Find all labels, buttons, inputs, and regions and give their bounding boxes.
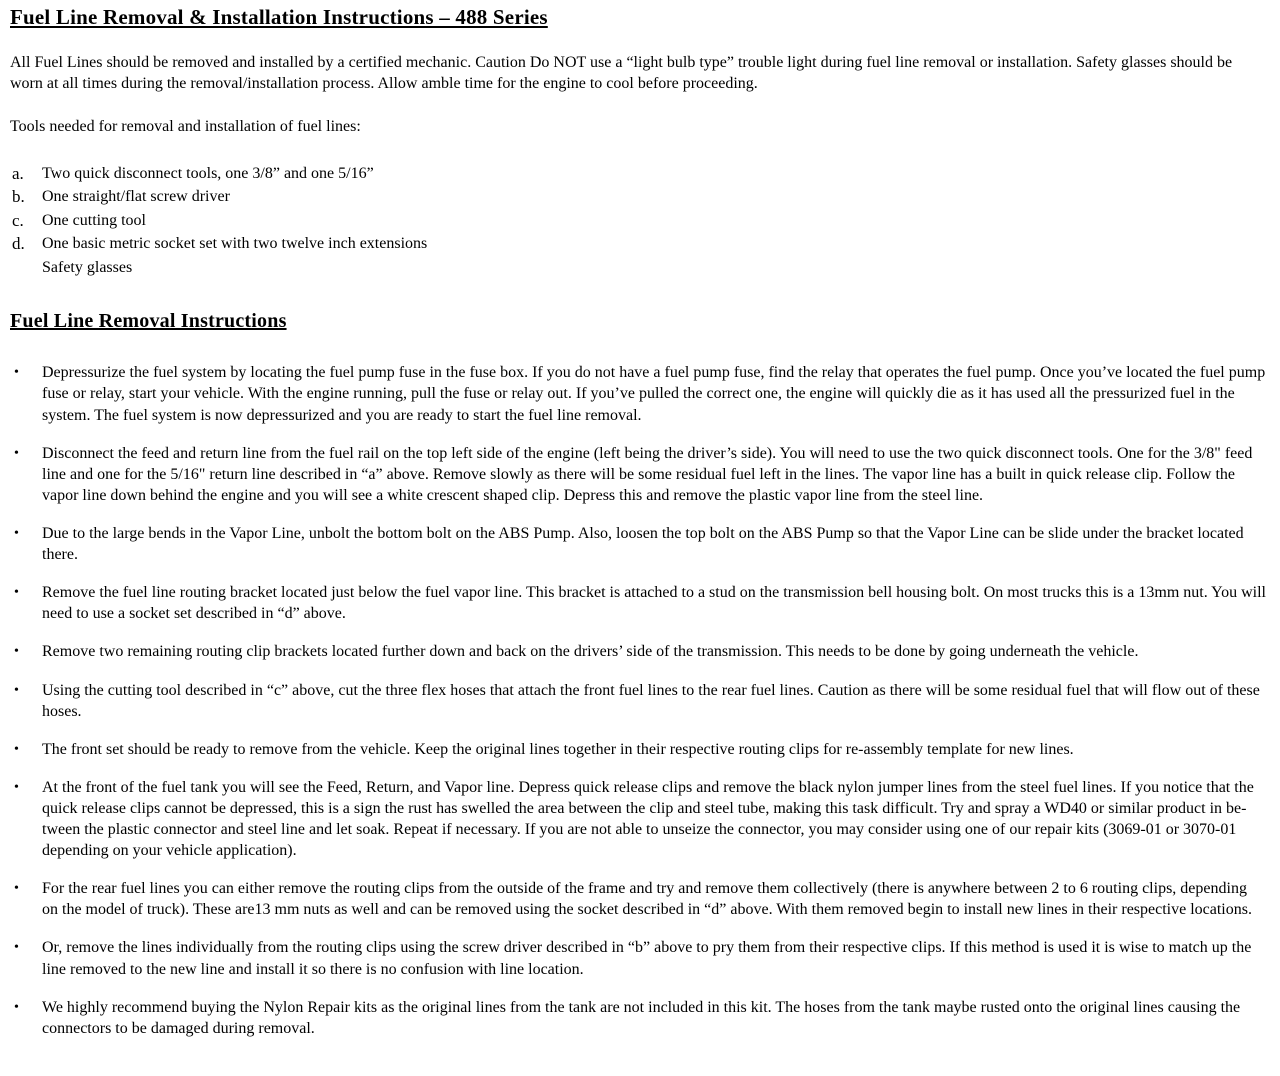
instruction-bullet bbox=[10, 582, 1266, 624]
tool-item bbox=[10, 163, 1266, 185]
instruction-bullet bbox=[10, 777, 1266, 861]
tool-item bbox=[10, 186, 1266, 208]
tool-item-marker: d. bbox=[12, 234, 25, 254]
instructions-list bbox=[10, 362, 1266, 1039]
instruction-text: Due to the large bends in the Vapor Line, unbolt the bottom bolt on the ABS Pump. Also, loosen the top bolt on the ABS Pump so that the Vapor Line can be slide under the bracket located there. bbox=[42, 524, 1244, 564]
intro-paragraph: All Fuel Lines should be removed and installed by a certified mechanic. Caution Do NOT use a “light bulb type” trouble light during fuel line removal or installation. Safety glasses should be worn at all times during the removal/installation process. Allow amble time for the engine to cool before proceeding. bbox=[10, 53, 1233, 92]
instruction-text: Depressurize the fuel system by locating the fuel pump fuse in the fuse box. If you do not have a fuel pump fuse, find the relay that operates the fuel pump. Once you’ve located the fuel pump fuse or relay, start your vehicle. With the engine running, pull the fuse or relay out. If you’ve pulled the correct one, the engine will quickly die as it has used all the pressurized fuel in the system. The fuel system is now depressurized and you are ready to start the fuel line removal. bbox=[42, 364, 1266, 424]
bullet-icon: • bbox=[14, 445, 19, 461]
tool-item-marker: c. bbox=[12, 210, 24, 230]
instruction-bullet bbox=[10, 937, 1266, 979]
instruction-bullet bbox=[10, 878, 1266, 920]
tools-safety-note: Safety glasses bbox=[42, 258, 133, 276]
bullet-icon: • bbox=[14, 741, 19, 757]
tool-item-marker: a. bbox=[12, 164, 24, 184]
tool-item-text: One straight/flat screw driver bbox=[42, 188, 230, 206]
tool-item-marker: b. bbox=[12, 187, 25, 207]
bullet-icon: • bbox=[14, 585, 19, 601]
tool-item-text: Two quick disconnect tools, one 3/8” and one 5/16” bbox=[42, 165, 374, 183]
section-heading: Fuel Line Removal Instructions bbox=[10, 309, 287, 332]
bullet-icon: • bbox=[14, 881, 19, 897]
bullet-icon: • bbox=[14, 365, 19, 381]
instruction-bullet bbox=[10, 443, 1266, 506]
instruction-text: Or, remove the lines individually from the routing clips using the screw driver described in “b” above to pry them from their respective clips. If this method is used it is wise to match up the line removed to the new line and install it so there is no confusion with line location. bbox=[42, 939, 1252, 978]
instruction-text: At the front of the fuel tank you will see the Feed, Return, and Vapor line. Depress quick release clips and remove the black nylon jumper lines from the steel fuel lines. If you notice that the quick release clips cannot be depressed, this is a sign the rust has swelled the area between the clip and steel tube, making this task difficult. Try and spray a WD40 or similar product in be-tween the plastic connector and steel line and let soak. Repeat if necessary. If you are not able to unseize the connector, you may consider using one of our repair kits (3069-01 or 3070-01 depending on your vehicle application). bbox=[42, 778, 1254, 860]
instruction-text: We highly recommend buying the Nylon Repair kits as the original lines from the tank are not included in this kit. The hoses from the tank maybe rusted onto the original lines causing the connectors to be damaged during removal. bbox=[42, 998, 1241, 1037]
instruction-text: Remove two remaining routing clip brackets located further down and back on the drivers’ side of the transmission. This needs to be done by going underneath the vehicle. bbox=[42, 643, 1139, 661]
instruction-text: For the rear fuel lines you can either remove the routing clips from the outside of the frame and try and remove them collectively (there is anywhere between 2 to 6 routing clips, depending on the model of truck). These are13 mm nuts as well and can be removed using the socket described in “d” above. With them removed begin to install new lines in their respective locations. bbox=[42, 880, 1252, 919]
instruction-text: The front set should be ready to remove from the vehicle. Keep the original lines together in their respective routing clips for re-assembly template for new lines. bbox=[42, 740, 1074, 758]
instruction-text: Disconnect the feed and return line from the fuel rail on the top left side of the engine (left being the driver’s side). You will need to use the two quick disconnect tools. One for the 3/8" feed line and one for the 5/16" return line described in “a” above. Remove slowly as there will be some residual fuel left in the lines. The vapor line has a built in quick release clip. Follow the vapor line down behind the engine and you will see a white crescent shaped clip. Depress this and remove the plastic vapor line from the steel line. bbox=[42, 444, 1253, 504]
bullet-icon: • bbox=[14, 644, 19, 660]
instruction-bullet bbox=[10, 523, 1266, 565]
bullet-icon: • bbox=[14, 525, 19, 541]
bullet-icon: • bbox=[14, 779, 19, 795]
tool-item bbox=[10, 233, 1266, 255]
tools-intro: Tools needed for removal and installation of fuel lines: bbox=[10, 117, 361, 135]
bullet-icon: • bbox=[14, 999, 19, 1015]
instruction-bullet bbox=[10, 641, 1266, 662]
instruction-bullet bbox=[10, 362, 1266, 425]
tool-item bbox=[10, 210, 1266, 232]
instruction-bullet bbox=[10, 680, 1266, 722]
bullet-icon: • bbox=[14, 682, 19, 698]
instruction-bullet bbox=[10, 997, 1266, 1039]
tools-list bbox=[10, 163, 1266, 278]
instruction-text: Remove the fuel line routing bracket located just below the fuel vapor line. This bracket is attached to a stud on the transmission bell housing bolt. On most trucks this is a 13mm nut. You will need to use a socket set described in “d” above. bbox=[42, 584, 1266, 623]
tool-item-text: One cutting tool bbox=[42, 211, 146, 229]
document-title: Fuel Line Removal & Installation Instructions – 488 Series bbox=[10, 5, 548, 29]
instruction-bullet bbox=[10, 739, 1266, 760]
tool-item-text: One basic metric socket set with two twelve inch extensions bbox=[42, 235, 428, 253]
bullet-icon: • bbox=[14, 940, 19, 956]
instruction-text: Using the cutting tool described in “c” above, cut the three flex hoses that attach the front fuel lines to the rear fuel lines. Caution as there will be some residual fuel that will flow out of these hoses. bbox=[42, 681, 1260, 720]
